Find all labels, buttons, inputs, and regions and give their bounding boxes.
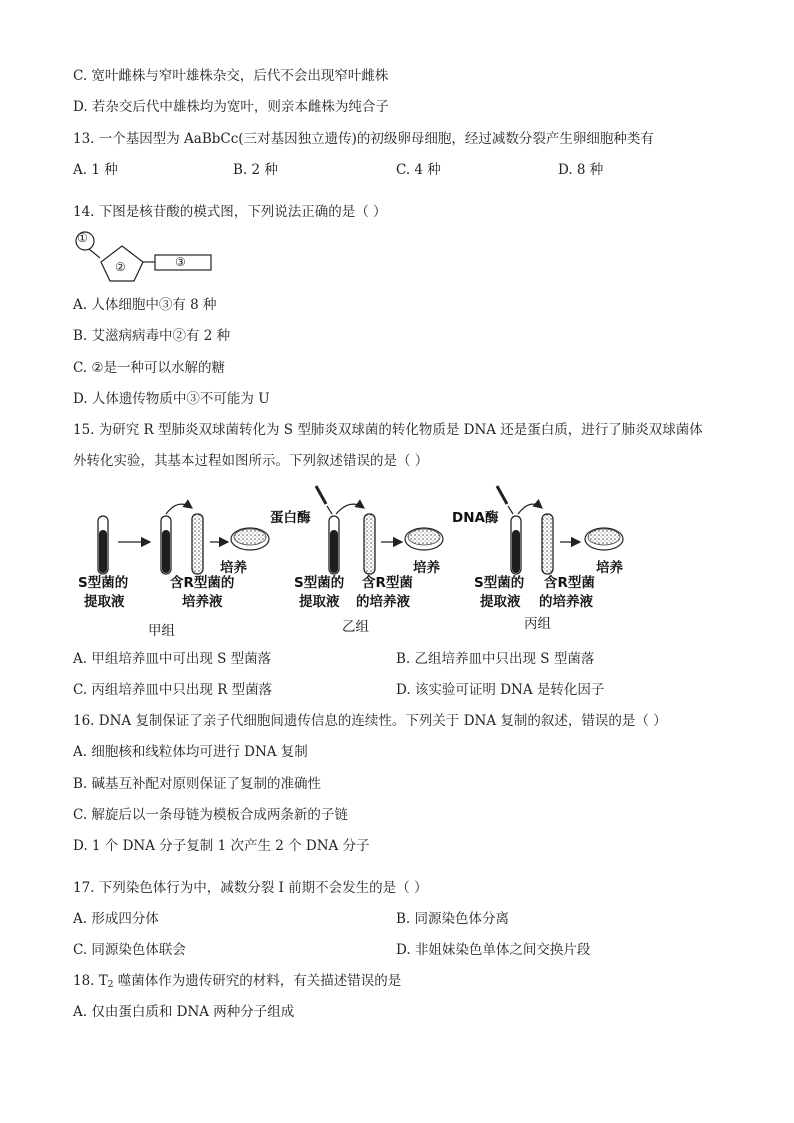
nucleotide-diagram	[70, 230, 220, 285]
q15-stem-line2: 外转化实验，其基本过程如图所示。下列叙述错误的是（ ）	[73, 453, 429, 469]
q15-option-a: A. 甲组培养皿中可出现 S 型菌落	[73, 651, 272, 667]
q14-stem: 14. 下图是核苷酸的模式图，下列说法正确的是（ ）	[73, 204, 387, 220]
q14-option-a: A. 人体细胞中③有 8 种	[73, 297, 217, 313]
culture-label-bing: 培养	[596, 560, 623, 576]
q18-option-a: A. 仅由蛋白质和 DNA 两种分子组成	[73, 1004, 295, 1020]
s-extract-label-jia-1: S型菌的	[78, 575, 129, 591]
q16-stem: 16. DNA 复制保证了亲子代细胞间遗传信息的连续性。下列关于 DNA 复制的叙述，错误的是（ ）	[73, 713, 667, 729]
q18-stem-num: 18. T	[73, 973, 108, 989]
q15-option-d: D. 该实验可证明 DNA 是转化因子	[396, 682, 605, 698]
enzyme-label-yi: 蛋白酶	[270, 510, 311, 526]
q12-option-c: C. 宽叶雌株与窄叶雄株杂交，后代不会出现窄叶雌株	[73, 68, 389, 84]
group-name-yi: 乙组	[342, 619, 369, 635]
s-extract-label-yi-2: 提取液	[299, 594, 340, 610]
s-extract-label-jia-2: 提取液	[84, 594, 125, 610]
q18-stem-subscript: 2	[107, 980, 114, 990]
q13-option-a: A. 1 种	[73, 162, 118, 178]
q14-option-d: D. 人体遗传物质中③不可能为 U	[73, 391, 270, 407]
q16-option-d: D. 1 个 DNA 分子复制 1 次产生 2 个 DNA 分子	[73, 838, 370, 854]
r-culture-label-yi-2: 的培养液	[356, 594, 410, 610]
q17-option-b: B. 同源染色体分离	[396, 911, 510, 927]
group-name-bing: 丙组	[524, 616, 551, 632]
r-culture-label-jia-1: 含R型菌的	[170, 575, 235, 591]
culture-label-yi: 培养	[413, 560, 440, 576]
q17-option-a: A. 形成四分体	[73, 911, 159, 927]
enzyme-label-bing: DNA酶	[452, 510, 499, 526]
r-culture-label-jia-2: 培养液	[182, 594, 223, 610]
q13-stem: 13. 一个基因型为 AaBbCc(三对基因独立遗传)的初级卵母细胞，经过减数分裂产生卵细胞种类有	[73, 131, 654, 147]
q13-option-d: D. 8 种	[558, 162, 604, 178]
s-extract-label-yi-1: S型菌的	[294, 575, 345, 591]
transformation-experiment-figure	[70, 478, 730, 638]
q15-option-b: B. 乙组培养皿中只出现 S 型菌落	[396, 651, 595, 667]
q18-stem	[73, 972, 401, 994]
q17-option-d: D. 非姐妹染色单体之间交换片段	[396, 942, 591, 958]
q15-stem-line1: 15. 为研究 R 型肺炎双球菌转化为 S 型肺炎双球菌的转化物质是 DNA 还是蛋白质，进行了肺炎双球菌体	[73, 422, 703, 438]
culture-label-jia: 培养	[220, 560, 247, 576]
s-extract-label-bing-1: S型菌的	[474, 575, 525, 591]
r-culture-label-yi-1: 含R型菌	[362, 575, 413, 591]
q15-option-c: C. 丙组培养皿中只出现 R 型菌落	[73, 682, 273, 698]
q13-option-b: B. 2 种	[233, 162, 278, 178]
r-culture-label-bing-1: 含R型菌	[544, 575, 595, 591]
q16-option-a: A. 细胞核和线粒体均可进行 DNA 复制	[73, 744, 308, 760]
q12-option-d: D. 若杂交后代中雄株均为宽叶，则亲本雌株为纯合子	[73, 99, 389, 115]
q17-stem: 17. 下列染色体行为中，减数分裂 I 前期不会发生的是（ ）	[73, 880, 428, 896]
s-extract-label-bing-2: 提取液	[480, 594, 521, 610]
q17-option-c: C. 同源染色体联会	[73, 942, 186, 958]
q14-option-c: C. ②是一种可以水解的糖	[73, 360, 226, 376]
q13-option-c: C. 4 种	[396, 162, 441, 178]
diagram-label-1: ①	[77, 231, 88, 245]
diagram-label-2: ②	[115, 260, 126, 274]
q14-option-b: B. 艾滋病病毒中②有 2 种	[73, 328, 231, 344]
q18-stem-rest: 噬菌体作为遗传研究的材料，有关描述错误的是	[113, 973, 402, 989]
group-name-jia: 甲组	[148, 623, 175, 639]
diagram-label-3: ③	[175, 255, 186, 269]
q16-option-c: C. 解旋后以一条母链为模板合成两条新的子链	[73, 807, 348, 823]
r-culture-label-bing-2: 的培养液	[539, 594, 593, 610]
q16-option-b: B. 碱基互补配对原则保证了复制的准确性	[73, 776, 322, 792]
